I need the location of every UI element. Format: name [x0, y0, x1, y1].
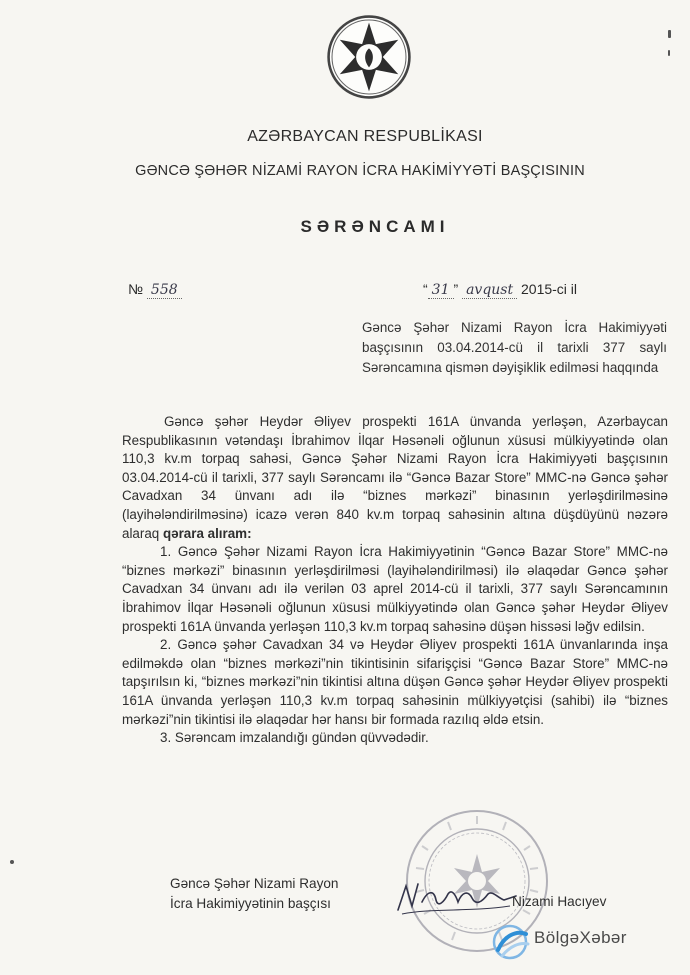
order-item-3: 3. Sərəncam imzalandığı gündən qüvvədədir.	[160, 730, 429, 746]
signatory-title-line-2: İcra Hakimiyyətinin başçısı	[170, 896, 331, 911]
scan-speck	[10, 860, 14, 864]
order-number-value: 558	[147, 282, 182, 299]
date-month: avqust	[462, 282, 517, 299]
state-emblem-icon	[326, 14, 412, 100]
order-number	[128, 281, 182, 298]
republic-heading: AZƏRBAYCAN RESPUBLİKASI	[247, 128, 483, 145]
order-subject: Gəncə Şəhər Nizami Rayon İcra Hakimiyyəti başçısının 03.04.2014-cü il tarixli 377 saylı Sərəncamına qismən dəyişiklik edilməsi haqqında	[362, 320, 667, 375]
handwritten-signature-icon	[392, 872, 522, 922]
scan-speck	[668, 50, 670, 56]
watermark-text: BölgəXəbər	[534, 928, 627, 947]
document-type-heading: SƏRƏNCAMI	[300, 217, 450, 236]
order-date: “ 31 ” avqust 2015-ci il	[423, 281, 578, 298]
decision-phrase: qərara alıram:	[162, 525, 252, 541]
scan-speck	[668, 30, 671, 38]
date-day: 31	[428, 282, 454, 299]
order-item-1: 1. Gəncə Şəhər Nizami Rayon İcra Hakimiyyətinin “Gəncə Bazar Store” MMC-nə “biznes mərkəzi” binasının yerləşdirilməsi (layihələndirilməsi) ilə əlaqədar Gəncə şəhər Cavadxan 34 ünvanı adı ilə verilən 03 aprel 2014-cü il tarixli, 377 saylı Sərəncamının İbrahimov İlqar Həsənəli oğlunun xüsusi mülkiyyətində olan Gəncə şəhər Heydər Əliyev prospekti 161A ünvanda yerləşən 110,3 kv.m torpaq sahəsinə düşən hissəsi ləğv edilsin.	[122, 544, 668, 634]
order-item-2: 2. Gəncə şəhər Cavadxan 34 və Heydər Əliyev prospekti 161A ünvanlarında inşa edilməkdə olan “biznes mərkəzi”nin tikintisinin sifarişçisi “Gəncə Bazar Store” MMC-nə tapşırılsın ki, “biznes mərkəzi”nin tikintisi altına düşən Gəncə şəhər Heydər Əliyev prospekti 161A ünvanda yerləşən 110,3 kv.m torpaq sahəsinin mülkiyyətçisi (sahibi) ilə “biznes mərkəzi”nin tikintisi ilə əlaqədar hər hansı bir formada razılıq əldə etsin.	[122, 637, 668, 727]
signatory-title	[170, 874, 339, 914]
authority-heading: GƏNCƏ ŞƏHƏR NİZAMİ RAYON İCRA HAKİMİYYƏTİ BAŞÇISININ	[135, 163, 585, 179]
order-body	[122, 413, 668, 748]
order-number-prefix: №	[128, 281, 144, 297]
date-year: 2015-ci il	[521, 281, 578, 297]
signatory-title-line-1: Gəncə Şəhər Nizami Rayon	[170, 876, 339, 891]
preamble-paragraph	[122, 413, 668, 543]
signatory-name: Nizami Hacıyev	[512, 894, 607, 909]
preamble-text: Gəncə şəhər Heydər Əliyev prospekti 161A ünvanda yerləşən, Azərbaycan Respublikasının vətəndaşı İbrahimov İlqar Həsənəli oğlunun xüsusi mülkiyyətində olan 110,3 kv.m torpaq sahəsi, Gəncə Şəhər Nizami Rayon İcra Hakimiyyəti başçısının 03.04.2014-cü il tarixli, 377 saylı Sərəncamı ilə “Gəncə Bazar Store” MMC-nə Gəncə şəhər Cavadxan 34 ünvanı adı ilə “biznes mərkəzi” binasının yerləşdirilməsinə (layihələndirilməsinə) icazə verən 840 kv.m torpaq sahəsinin altına düşdüyünü nəzərə alaraq	[122, 414, 668, 541]
